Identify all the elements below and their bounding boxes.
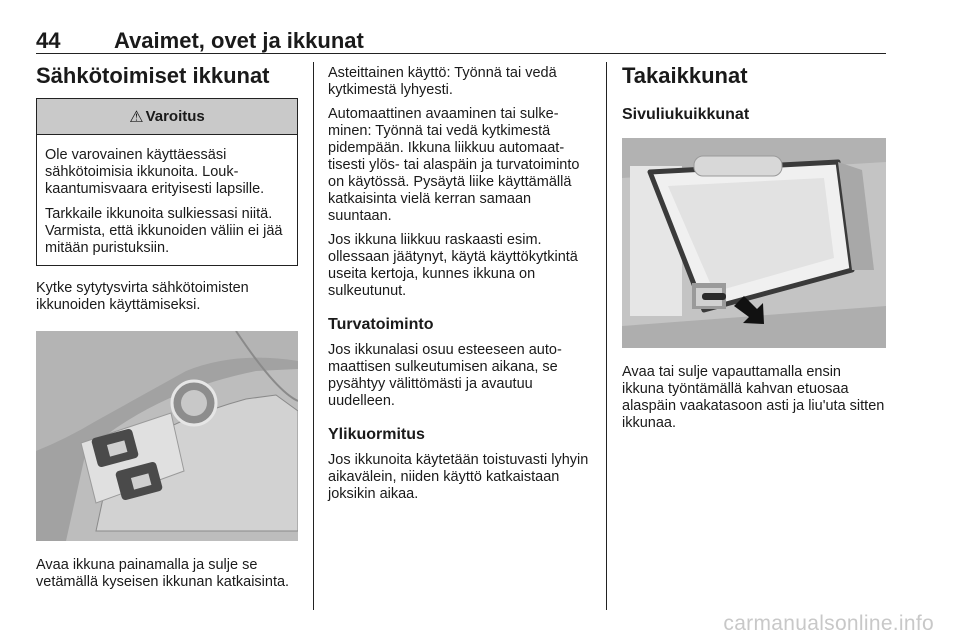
warning-triangle-icon: ⚠ [129,108,144,126]
body-paragraph: Kytke sytytysvirta sähkötoimisten ikkunoiden käyttämiseksi. [36,280,249,313]
body-paragraph: Jos ikkunalasi osuu esteeseen automaattisen sulkeutumisen aikana, se pysähtyy välittömästi ja avautuu uudelleen. [328,342,562,409]
subheading-safety: Turvatoiminto [328,316,434,333]
sliding-window-illustration [622,138,886,348]
column-2 [328,62,590,503]
warning-body [37,135,297,265]
column-3 [622,62,886,432]
window-switch-illustration [36,331,298,541]
body-paragraph: Avaa tai sulje vapauttamalla ensin ikkuna työntämällä kahvan etuosaa alaspäin vaakatasoon asti ja liu'uta sitten ikkunaa. [622,364,885,431]
warning-title: Varoitus [145,108,205,125]
page-header [36,28,886,52]
body-paragraph: Avaa ikkuna painamalla ja sulje se vetämällä kyseisen ikkunan katkaisinta. [36,557,290,590]
body-paragraph: Jos ikkunoita käytetään toistuvasti lyhyin aikavälein, niiden käyttö katkaistaan joksikin aikaa. [328,452,589,502]
subheading-sliding-windows: Sivuliukuikkunat [622,106,750,123]
body-paragraph: Asteittainen käyttö: Työnnä tai vedä kytkimestä lyhyesti. [328,65,557,98]
warning-header [37,99,297,135]
section-heading-rear-windows: Takaikkunat [622,63,748,88]
column-divider-2 [606,62,607,610]
watermark: carmanualsonline.info [723,612,934,635]
header-rule [36,53,886,54]
column-1 [36,62,298,591]
subheading-overload: Ylikuormitus [328,426,425,443]
chapter-title: Avaimet, ovet ja ikkunat [114,28,364,53]
warning-paragraph: Tarkkaile ikkunoita sulkiessasi niitä. Varmista, että ikkunoiden väliin ei jää mitään puristuksiin. [45,206,283,256]
section-heading-power-windows: Sähkötoimiset ikkunat [36,63,270,88]
column-divider-1 [313,62,314,610]
body-paragraph: Jos ikkuna liikkuu raskaasti esim. ollessaan jäätynyt, käytä käyttökytkintä useita kertoja, kunnes ikkuna on sulkeutunut. [328,232,578,299]
page-number: 44 [36,28,61,53]
body-paragraph: Automaattinen avaaminen tai sulkeminen: Työnnä tai vedä kytkimestä pidempään. Ikkuna liikkuu automaattisesti ylös- tai alaspäin ja turvatoiminto on käytössä. Pysäytä liike käyttämällä katkaisinta vielä kerran samaan suuntaan. [328,106,580,224]
warning-box [36,98,298,266]
warning-paragraph: Ole varovainen käyttäessäsi sähkötoimisia ikkunoita. Loukkaantumisvaara erityisesti lapsille. [45,147,265,197]
